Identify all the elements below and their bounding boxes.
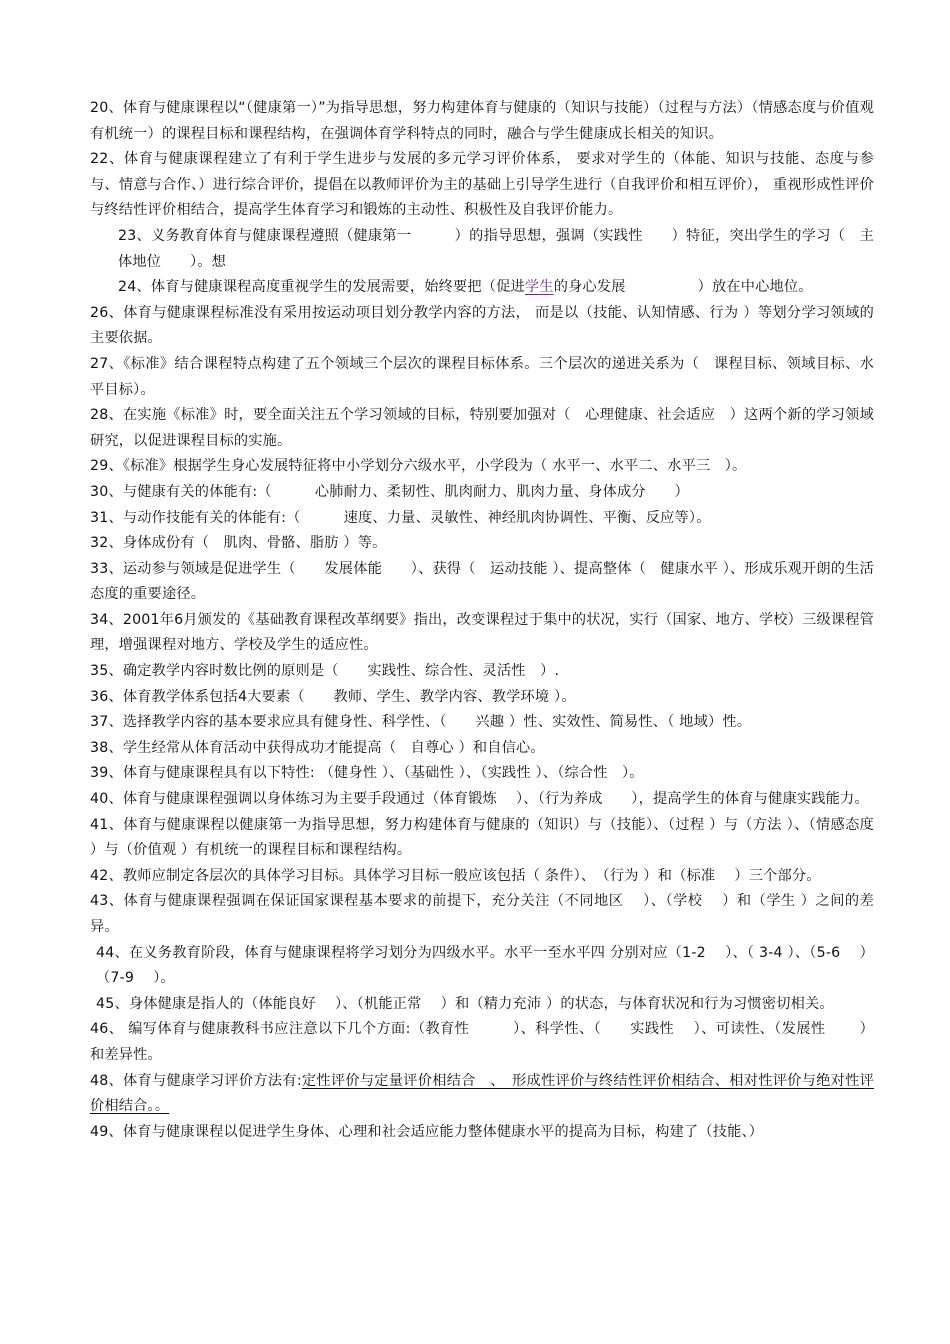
paragraph-q23: 23、义务教育体育与健康课程遵照（健康第一 ）的指导思想，强调（实践性 ）特征，突出学生的学习（ 主体地位 ）。想 bbox=[118, 227, 874, 270]
paragraph-q28: 28、在实施《标准》时，要全面关注五个学习领域的目标，特别要加强对（ 心理健康、社会适应 ）这两个新的学习领域研究，以促进课程目标的实施。 bbox=[90, 407, 874, 449]
paragraph-q41: 41、体育与健康课程以健康第一为指导思想，努力构建体育与健康的（知识）与（技能）、（过程 ）与（方法 ）、（情感态度 ）与（价值观 ）有机统一的课程目标和课程结构。 bbox=[90, 816, 874, 859]
paragraph-q34: 34、2001年6月颁发的《基础教育课程改革纲要》指出，改变课程过于集中的状况，实行（国家、地方、学校）三级课程管理，增强课程对地方、学校及学生的适应性。 bbox=[90, 611, 874, 654]
paragraph-q43: 43、体育与健康课程强调在保证国家课程基本要求的前提下，充分关注（不同地区 ）、（学校 ）和（学生 ）之间的差异。 bbox=[90, 893, 874, 935]
paragraph-q24 bbox=[90, 275, 874, 301]
document-body bbox=[90, 96, 874, 1145]
paragraph-q37: 37、选择教学内容的基本要求应具有健身性、科学性、（ 兴趣 ）性、实效性、简易性、（ 地域）性。 bbox=[90, 714, 752, 731]
paragraph-q36: 36、体育教学体系包括4大要素（ 教师、学生、教学内容、教学环境 ）。 bbox=[90, 688, 576, 705]
paragraph-q39: 39、体育与健康课程具有以下特性: （健身性 ）、（基础性 ）、（实践性 ）、（综合性 ）。 bbox=[90, 765, 644, 782]
paragraph-q20: 20、体育与健康课程以“（健康第一）”为指导思想，努力构建体育与健康的（知识与技能）（过程与方法）（情感态度与价值观有机统一）的课程目标和课程结构，在强调体育学科特点的同时，融合与学生健康成长相关的知识。 bbox=[90, 100, 874, 142]
paragraph-q35: 35、确定教学内容时数比例的原则是（ 实践性、综合性、灵活性 ）. bbox=[90, 663, 560, 680]
paragraph-q31: 31、与动作技能有关的体能有:（ 速度、力量、灵敏性、神经肌肉协调性、平衡、反应等）。 bbox=[90, 509, 711, 526]
paragraph-q48 bbox=[90, 1069, 874, 1120]
paragraph-q27: 27、《标准》结合课程特点构建了五个领域三个层次的课程目标体系。三个层次的递进关系为（ 课程目标、领域目标、水平目标）。 bbox=[90, 355, 874, 398]
paragraph-q26: 26、体育与健康课程标准没有采用按运动项目划分教学内容的方法， 而是以（技能、认知情感、行为 ）等划分学习领域的主要依据。 bbox=[90, 304, 874, 347]
paragraph-q45: 45、身体健康是指人的（体能良好 ）、（机能正常 ）和（精力充沛 ）的状态，与体育状况和行为习惯密切相关。 bbox=[96, 995, 834, 1012]
paragraph-q38: 38、学生经常从体育活动中获得成功才能提高（ 自尊心 ）和自信心。 bbox=[90, 739, 545, 756]
paragraph-q44: 44、在义务教育阶段，体育与健康课程将学习划分为四级水平。水平一至水平四 分别对应（1-2 ）、（ 3-4 ）、（5-6 ）（7-9 ）。 bbox=[96, 944, 874, 987]
paragraph-q42: 42、教师应制定各层次的具体学习目标。具体学习目标一般应该包括（ 条件）、 （行为 ）和（标准 ）三个部分。 bbox=[90, 867, 821, 884]
paragraph-q49: 49、体育与健康课程以促进学生身体、心理和社会适应能力整体健康水平的提高为目标，构建了（技能、） bbox=[90, 1123, 764, 1140]
paragraph-q33: 33、运动参与领域是促进学生（ 发展体能 ）、获得（ 运动技能 ）、提高整体（ 健康水平 ）、形成乐观开朗的生活态度的重要途径。 bbox=[90, 560, 874, 603]
paragraph-q40: 40、体育与健康课程强调以身体练习为主要手段通过（体育锻炼 ）、（行为养成 ），提高学生的体育与健康实践能力。 bbox=[90, 791, 869, 808]
paragraph-q24-text-end: 的身心发展 ）放在中心地位。 bbox=[553, 279, 813, 296]
paragraph-q46: 46、 编写体育与健康教科书应注意以下几个方面:（教育性 ）、科学性、（ 实践性 ）、可读性、（发展性 ）和差异性。 bbox=[90, 1021, 874, 1063]
paragraph-q32: 32、身体成份有（ 肌肉、骨骼、脂肪 ）等。 bbox=[90, 535, 387, 552]
student-link[interactable]: 学生 bbox=[524, 279, 554, 296]
paragraph-q30: 30、与健康有关的体能有:（ 心肺耐力、柔韧性、肌肉耐力、肌肉力量、身体成分 ） bbox=[90, 483, 689, 500]
paragraph-q48-text-start: 48、体育与健康学习评价方法有: bbox=[90, 1072, 302, 1089]
paragraph-q29: 29、《标准》根据学生身心发展特征将中小学划分六级水平，小学段为（ 水平一、水平二、水平三 ）。 bbox=[90, 458, 747, 475]
paragraph-q22: 22、体育与健康课程建立了有利于学生进步与发展的多元学习评价体系， 要求对学生的（体能、知识与技能、态度与参与、情意与合作、）进行综合评价，提倡在以教师评价为主的基础上引导学生进行（自我评价和相互评价）， 重视形成性评价与终结性评价相结合，提高学生体育学习和锻炼的主动性、积极性及自我评价能力。 bbox=[90, 151, 874, 219]
paragraph-q24-text-start: 24、体育与健康课程高度重视学生的发展需要，始终要把（促进 bbox=[118, 279, 525, 296]
paragraph-q48-underlined-answer: 定性评价与定量评价相结合 、 形成性评价与终结性评价相结合、相对性评价与绝对性评价相结合。。 bbox=[90, 1072, 874, 1115]
